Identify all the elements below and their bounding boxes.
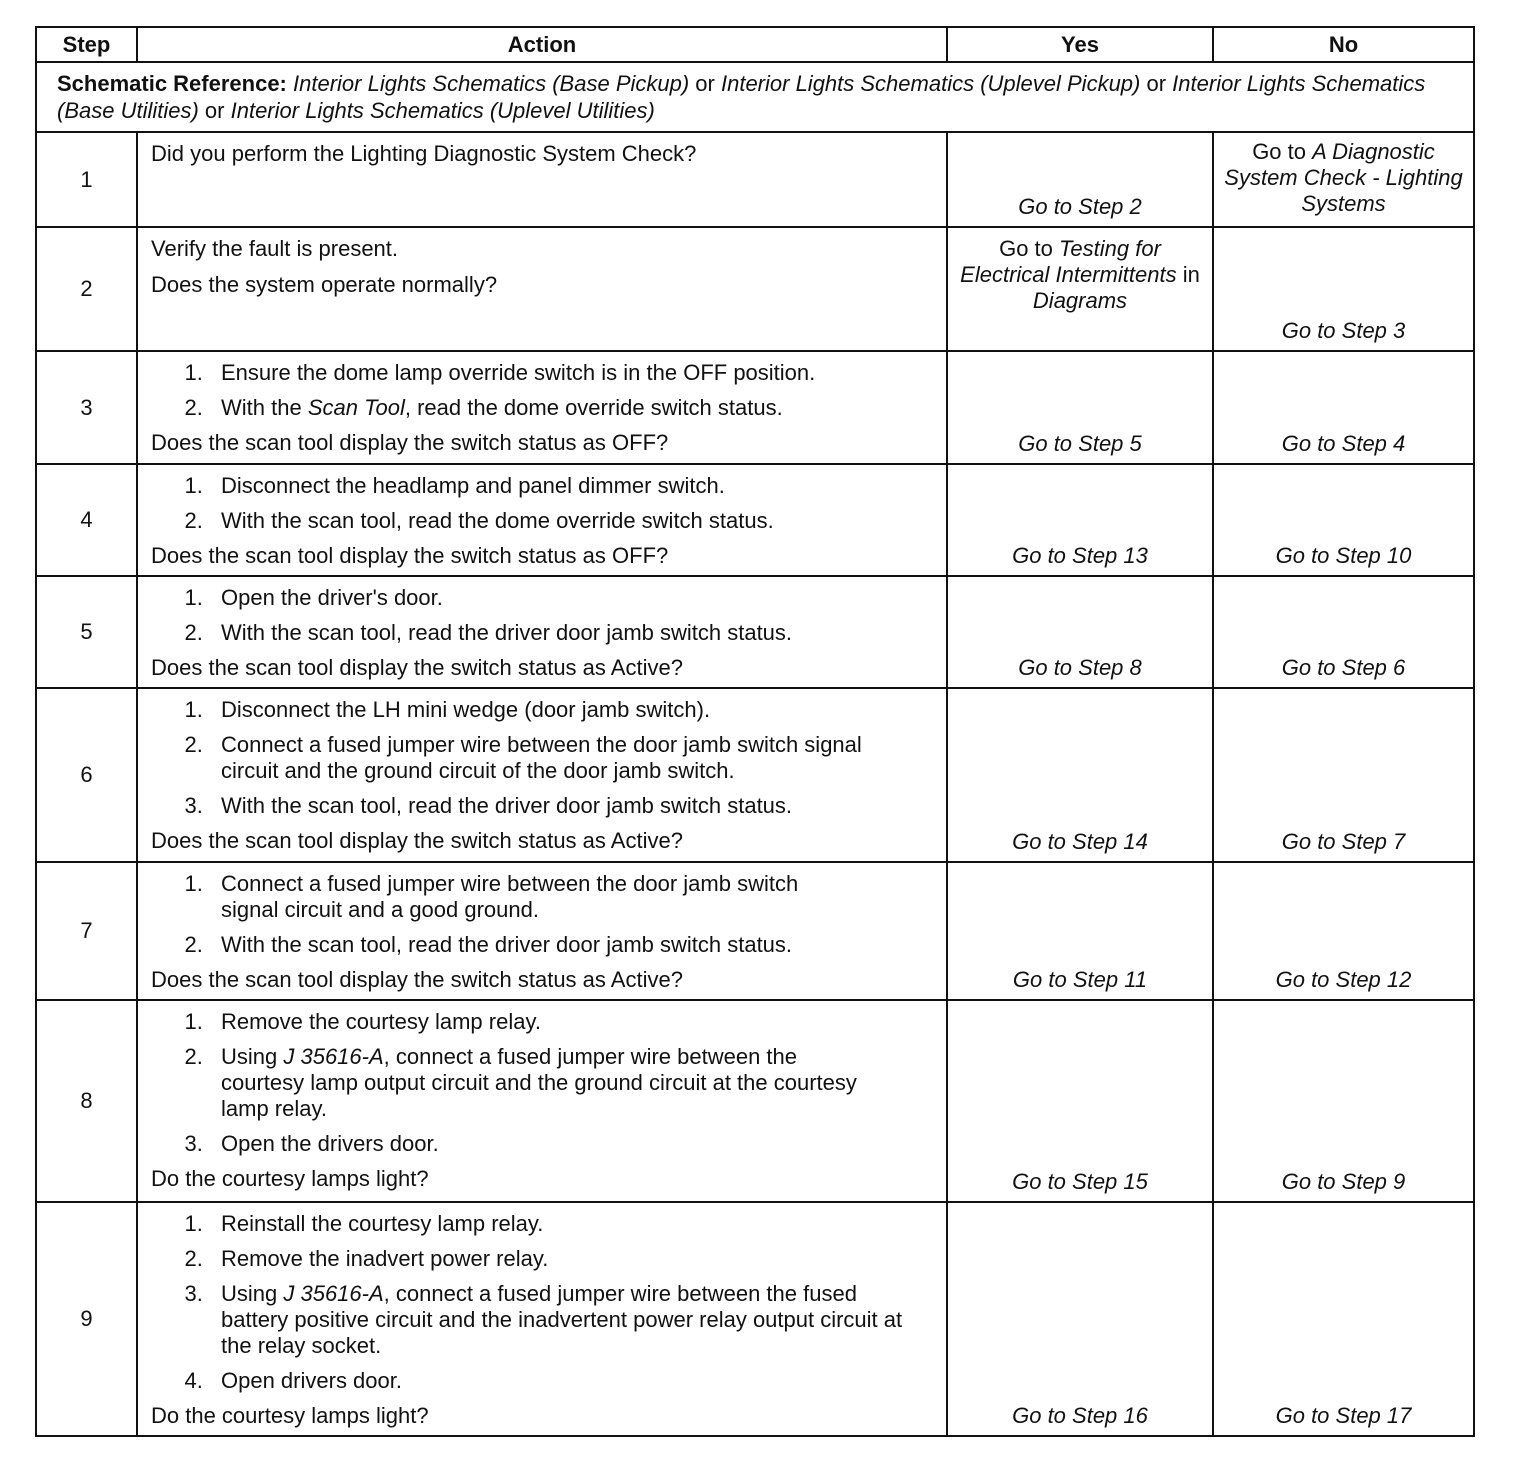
reference-link-uplevel-utilities: Interior Lights Schematics (Uplevel Utilities) xyxy=(230,98,655,123)
action-item: 2. Remove the inadvert power relay. xyxy=(209,1246,938,1272)
no-cell: Go to Step 10 xyxy=(1213,464,1474,576)
action-steps xyxy=(151,473,938,534)
step-number: 4 xyxy=(36,464,137,576)
yes-cell: Go to Step 8 xyxy=(947,576,1213,688)
no-cell: Go to Step 9 xyxy=(1213,1000,1474,1202)
yes-cell: Go to Step 15 xyxy=(947,1000,1213,1202)
action-steps xyxy=(151,1009,938,1157)
header-step: Step xyxy=(36,27,137,62)
no-cell xyxy=(1213,132,1474,227)
action-item: 1. Ensure the dome lamp override switch is in the OFF position. xyxy=(209,360,938,386)
action-cell xyxy=(137,1202,947,1436)
table-row xyxy=(36,1000,1474,1202)
action-steps xyxy=(151,585,938,646)
table-row xyxy=(36,862,1474,1000)
action-item: 1. Disconnect the headlamp and panel dimmer switch. xyxy=(209,473,938,499)
action-text: Verify the fault is present. xyxy=(151,236,399,261)
table-row xyxy=(36,576,1474,688)
no-reference: A Diagnostic System Check - Lighting Systems xyxy=(1224,139,1463,216)
tool-name: Scan Tool xyxy=(307,395,405,420)
no-cell: Go to Step 3 xyxy=(1213,227,1474,351)
reference-or: or xyxy=(198,98,231,123)
question: Does the scan tool display the switch status as Active? xyxy=(151,828,683,853)
table-row xyxy=(36,1202,1474,1436)
action-steps xyxy=(151,871,938,958)
table-row xyxy=(36,351,1474,464)
action-steps xyxy=(151,1211,938,1394)
action-item: 2. With the scan tool, read the dome override switch status. xyxy=(209,508,938,534)
action-item: 3. Open the drivers door. xyxy=(209,1131,938,1157)
step-number: 1 xyxy=(36,132,137,227)
reference-link-uplevel-pickup: Interior Lights Schematics (Uplevel Pickup) xyxy=(720,71,1141,96)
action-item: 4. Open drivers door. xyxy=(209,1368,938,1394)
tool-name: J 35616-A xyxy=(283,1044,384,1069)
no-cell: Go to Step 7 xyxy=(1213,688,1474,862)
action-cell xyxy=(137,132,947,227)
yes-mid: in xyxy=(1176,262,1200,287)
action-cell xyxy=(137,576,947,688)
no-prefix: Go to xyxy=(1252,139,1313,164)
action-cell xyxy=(137,464,947,576)
table-row xyxy=(36,464,1474,576)
table-row xyxy=(36,227,1474,351)
reference-label: Schematic Reference: xyxy=(57,71,287,96)
action-item: 2. With the Scan Tool, read the dome override switch status. xyxy=(209,395,938,421)
action-cell xyxy=(137,688,947,862)
action-item: 2. Connect a fused jumper wire between the door jamb switch signal circuit and the ground circuit of the door jamb switch. xyxy=(209,732,938,784)
question: Did you perform the Lighting Diagnostic System Check? xyxy=(151,141,697,166)
schematic-reference xyxy=(36,62,1474,132)
diagnostic-table xyxy=(35,26,1475,1437)
action-item: 2. With the scan tool, read the driver door jamb switch status. xyxy=(209,620,938,646)
step-number: 9 xyxy=(36,1202,137,1436)
no-cell: Go to Step 6 xyxy=(1213,576,1474,688)
action-item: 1. Connect a fused jumper wire between the door jamb switch signal circuit and a good ground. xyxy=(209,871,938,923)
reference-or: or xyxy=(689,71,721,96)
question: Does the scan tool display the switch status as Active? xyxy=(151,655,683,680)
table-row xyxy=(36,132,1474,227)
no-cell: Go to Step 12 xyxy=(1213,862,1474,1000)
action-steps xyxy=(151,360,938,421)
action-cell xyxy=(137,351,947,464)
yes-cell: Go to Step 14 xyxy=(947,688,1213,862)
yes-cell: Go to Step 2 xyxy=(947,132,1213,227)
question: Does the scan tool display the switch status as Active? xyxy=(151,967,683,992)
header-action: Action xyxy=(137,27,947,62)
yes-reference-diagrams: Diagrams xyxy=(1032,288,1128,313)
question: Does the system operate normally? xyxy=(151,272,498,297)
yes-prefix: Go to xyxy=(999,236,1059,261)
action-item: 2. With the scan tool, read the driver door jamb switch status. xyxy=(209,932,938,958)
yes-reference: Testing for Electrical Intermittents xyxy=(960,236,1177,287)
action-cell xyxy=(137,862,947,1000)
yes-cell: Go to Step 13 xyxy=(947,464,1213,576)
tool-name: J 35616-A xyxy=(283,1281,384,1306)
no-cell: Go to Step 17 xyxy=(1213,1202,1474,1436)
action-steps xyxy=(151,697,938,819)
action-item: 1. Disconnect the LH mini wedge (door jamb switch). xyxy=(209,697,938,723)
action-item: 3. Using J 35616-A, connect a fused jumper wire between the fused battery positive circuit and the inadvertent power relay output circuit at the relay socket. xyxy=(209,1281,938,1359)
step-number: 2 xyxy=(36,227,137,351)
action-item: 1. Open the driver's door. xyxy=(209,585,938,611)
yes-cell xyxy=(947,227,1213,351)
yes-cell: Go to Step 16 xyxy=(947,1202,1213,1436)
action-cell xyxy=(137,1000,947,1202)
header-row xyxy=(36,27,1474,62)
step-number: 8 xyxy=(36,1000,137,1202)
no-cell: Go to Step 4 xyxy=(1213,351,1474,464)
question: Does the scan tool display the switch status as OFF? xyxy=(151,543,669,568)
question: Do the courtesy lamps light? xyxy=(151,1166,429,1191)
step-number: 5 xyxy=(36,576,137,688)
action-item: 2. Using J 35616-A, connect a fused jumper wire between the courtesy lamp output circuit and the ground circuit at the courtesy lamp relay. xyxy=(209,1044,938,1122)
header-no: No xyxy=(1213,27,1474,62)
reference-or: or xyxy=(1140,71,1173,96)
action-item: 1. Reinstall the courtesy lamp relay. xyxy=(209,1211,938,1237)
table-row xyxy=(36,688,1474,862)
reference-row xyxy=(36,62,1474,132)
header-yes: Yes xyxy=(947,27,1213,62)
reference-link-base-pickup: Interior Lights Schematics (Base Pickup) xyxy=(293,71,690,96)
question: Do the courtesy lamps light? xyxy=(151,1403,429,1428)
step-number: 3 xyxy=(36,351,137,464)
step-number: 6 xyxy=(36,688,137,862)
action-item: 3. With the scan tool, read the driver door jamb switch status. xyxy=(209,793,938,819)
yes-cell: Go to Step 5 xyxy=(947,351,1213,464)
question: Does the scan tool display the switch status as OFF? xyxy=(151,430,669,455)
reference-link-base-utilities: Interior Lights Schematics (Base Utilities) xyxy=(57,71,1426,123)
step-number: 7 xyxy=(36,862,137,1000)
action-cell xyxy=(137,227,947,351)
yes-cell: Go to Step 11 xyxy=(947,862,1213,1000)
action-item: 1. Remove the courtesy lamp relay. xyxy=(209,1009,938,1035)
